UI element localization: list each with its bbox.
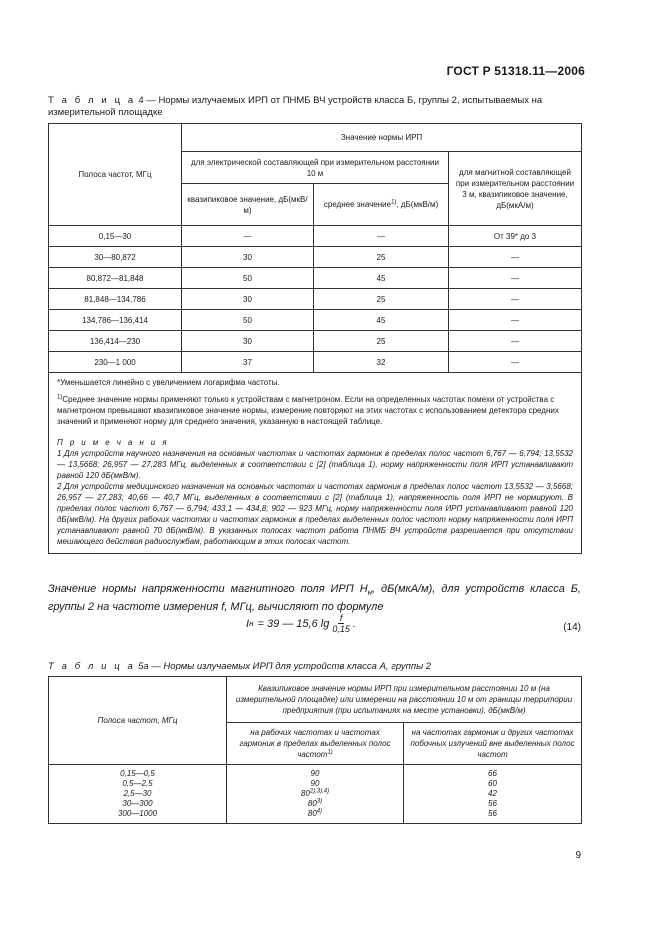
qp-cell: 50 <box>182 268 314 289</box>
qp-cell: 37 <box>182 352 314 373</box>
table4-header-electric: для электрической составляющей при измерительном расстоянии 10 м <box>182 152 449 184</box>
note-2: 2 Для устройств медицинского назначения на основных частотах и частотах гармоник в пределах полос частот 13,5532 — 3,5668; 26,957 — 27,283; 40,66 — 40,7 МГц, выделенных в соответствии с [2] (таблица 1), напряженность поля ИРП не нормируют. В пределах полос частот 6,767 — 6,794; 433,1 — 434,8; 902 — 923 МГц, норму напряженности поля ИРП устанавливают равной 120 дБ(мкВ/м). На других рабочих частотах и частотах гармоник в пределах выделенных полос частот норму напряженности поля ИРП устанавливают равной 70 дБ(мкВ/м). В указанных полосах частот работа ПНМБ ВЧ устройств разрешается при отсутствии мешающего действия радиослужбам, работающим в этих полосах частот. <box>57 482 573 546</box>
table5a-header-band: Полоса частот, МГц <box>49 677 227 765</box>
mag-cell: От 39* до 3 <box>449 226 582 247</box>
avg-cell: 25 <box>314 331 449 352</box>
qp-cell: 30 <box>182 289 314 310</box>
table4-caption <box>48 95 580 119</box>
formula-number: (14) <box>563 622 581 633</box>
formula-intro-sub: н <box>367 588 373 598</box>
table-row <box>49 226 582 247</box>
avg-cell: 25 <box>314 247 449 268</box>
harm-cell: 66 <box>488 769 497 778</box>
formula <box>246 613 356 634</box>
avg-cell: 32 <box>314 352 449 373</box>
table5a-work-column <box>227 765 404 824</box>
mag-cell: — <box>449 247 582 268</box>
band-cell: 136,414—230 <box>49 331 182 352</box>
table4-header-norm: Значение нормы ИРП <box>182 124 582 152</box>
qp-cell: — <box>182 226 314 247</box>
table5a-header-main: Квазипиковое значение нормы ИРП при измерительном расстоянии 10 м (на измерительной площадке) или измерении на расстоянии 10 м от границы территории предприятия (при испытаниях на месте установки), дБ(мкВ/м) <box>227 677 582 723</box>
table5a-header-work-sup: 1) <box>327 749 333 756</box>
table4 <box>48 123 582 554</box>
qp-cell: 50 <box>182 310 314 331</box>
table5a-header-work <box>227 723 404 765</box>
table4-header-band: Полоса частот, МГц <box>49 124 182 226</box>
footnote-1-text: Среднее значение нормы применяют только к устройствам с магнетроном. Если на определенных частотах помехи от устройства с магнетроном превышают квазипиковое значение нормы, измерение повторяют на этих частотах с использованием детектора средних значений и применяют норму для среднего значения, указанную в настоящей таблице. <box>57 395 559 426</box>
formula-intro-a: Значение нормы напряженности магнитного поля ИРП H <box>48 583 368 595</box>
band-cell: 230—1 000 <box>49 352 182 373</box>
band-cell: 0,5—2,5 <box>122 779 153 788</box>
formula-lhs: I <box>246 617 250 630</box>
formula-numerator: f <box>339 613 343 623</box>
table5a <box>48 676 582 824</box>
mag-cell: — <box>449 331 582 352</box>
footnote-star: *Уменьшается линейно с увеличением логарифма частоты. <box>57 378 280 387</box>
formula-tail: . <box>352 617 356 630</box>
table4-caption-prefix: Т а б л и ц а <box>48 95 136 106</box>
table5a-band-column <box>49 765 227 824</box>
table4-notes <box>49 373 582 554</box>
notes-title: П р и м е ч а н и я <box>57 438 169 447</box>
harm-cell: 56 <box>488 799 497 808</box>
table5a-caption-text: 5а — Нормы излучаемых ИРП для устройств класса А, группы 2 <box>135 661 431 672</box>
work-value: 80 <box>307 809 317 818</box>
table-row <box>49 310 582 331</box>
table-row <box>49 289 582 310</box>
harm-cell: 56 <box>488 809 497 818</box>
page-number: 9 <box>575 850 581 861</box>
table5a-caption <box>48 661 580 673</box>
table-row <box>49 247 582 268</box>
band-cell: 80,872—81,848 <box>49 268 182 289</box>
table5a-header-harm: на частотах гармоник и других частотах побочных излучений вне выделенных полос частот <box>404 723 582 765</box>
work-cell <box>233 789 397 799</box>
work-cell <box>233 799 397 809</box>
table4-header-qp: квазипиковое значение, дБ(мкВ/м) <box>182 184 314 226</box>
band-cell: 30—80,872 <box>49 247 182 268</box>
table4-header-avg-b: , дБ(мкВ/м) <box>396 200 439 209</box>
work-sup: 3) <box>316 798 323 805</box>
table4-header-avg <box>314 184 449 226</box>
table5a-harm-column <box>404 765 582 824</box>
footnote-1-sup: 1) <box>57 394 63 401</box>
work-value: 80 <box>307 799 317 808</box>
footnote-1 <box>57 394 573 427</box>
harm-cell: 42 <box>488 789 497 798</box>
avg-cell: — <box>314 226 449 247</box>
work-sup: 4) <box>316 808 323 815</box>
document-id: ГОСТ Р 51318.11—2006 <box>446 64 585 78</box>
note-1: 1 Для устройств научного назначения на основных частотах и частотах гармоник в пределах полос частот 6,767 — 6,794; 13,5532 — 13,5668; 26,957 — 27,283 МГц, выделенных в соответствии с [2] (таблица 1), норму напряженности поля ИРП устанавливают равной 120 дБ(мкВ/м). <box>57 449 573 480</box>
band-cell: 134,786—136,414 <box>49 310 182 331</box>
formula-denominator: 0,15 <box>332 624 350 634</box>
work-sup: 2),3),4) <box>309 788 330 795</box>
band-cell: 2,5—30 <box>123 789 152 798</box>
table-row <box>49 331 582 352</box>
formula-intro <box>48 582 581 614</box>
table4-caption-text: 4 — Нормы излучаемых ИРП от ПНМБ ВЧ устройств класса Б, группы 2, испытываемых на измерительной площадке <box>48 95 543 118</box>
work-cell <box>233 809 397 819</box>
work-value: 90 <box>310 779 320 788</box>
band-cell: 300—1000 <box>117 809 158 818</box>
formula-intro-b: , дБ(мкА/м), для устройств класса Б, группы 2 на частоте измерения f, МГц, вычисляют по формуле <box>48 583 581 614</box>
table4-header-avg-sup: 1) <box>391 199 397 206</box>
mag-cell: — <box>449 289 582 310</box>
work-cell <box>233 769 397 779</box>
table-row <box>49 352 582 373</box>
band-cell: 30—300 <box>122 799 153 808</box>
avg-cell: 25 <box>314 289 449 310</box>
table4-header-magnetic: для магнитной составляющей при измерительном расстоянии 3 м, квазипиковое значение, дБ(мкА/м) <box>449 152 582 226</box>
work-value: 90 <box>310 769 320 778</box>
table5a-header-work-text: на рабочих частотах и частотах гармоник в пределах выделенных полос частот <box>239 728 391 759</box>
qp-cell: 30 <box>182 331 314 352</box>
mag-cell: — <box>449 352 582 373</box>
mag-cell: — <box>449 310 582 331</box>
formula-expr: = 39 — 15,6 lg <box>257 617 330 630</box>
mag-cell: — <box>449 268 582 289</box>
table-row <box>49 268 582 289</box>
avg-cell: 45 <box>314 268 449 289</box>
harm-cell: 60 <box>488 779 497 788</box>
work-value: 80 <box>300 789 310 798</box>
qp-cell: 30 <box>182 247 314 268</box>
table5a-caption-prefix: Т а б л и ц а <box>48 661 136 672</box>
band-cell: 0,15—0,5 <box>120 769 155 778</box>
band-cell: 0,15—30 <box>49 226 182 247</box>
avg-cell: 45 <box>314 310 449 331</box>
band-cell: 81,848—134,786 <box>49 289 182 310</box>
table4-header-avg-a: среднее значение <box>323 200 392 209</box>
formula-lhs-sub: н <box>249 619 254 628</box>
formula-fraction <box>332 613 350 634</box>
